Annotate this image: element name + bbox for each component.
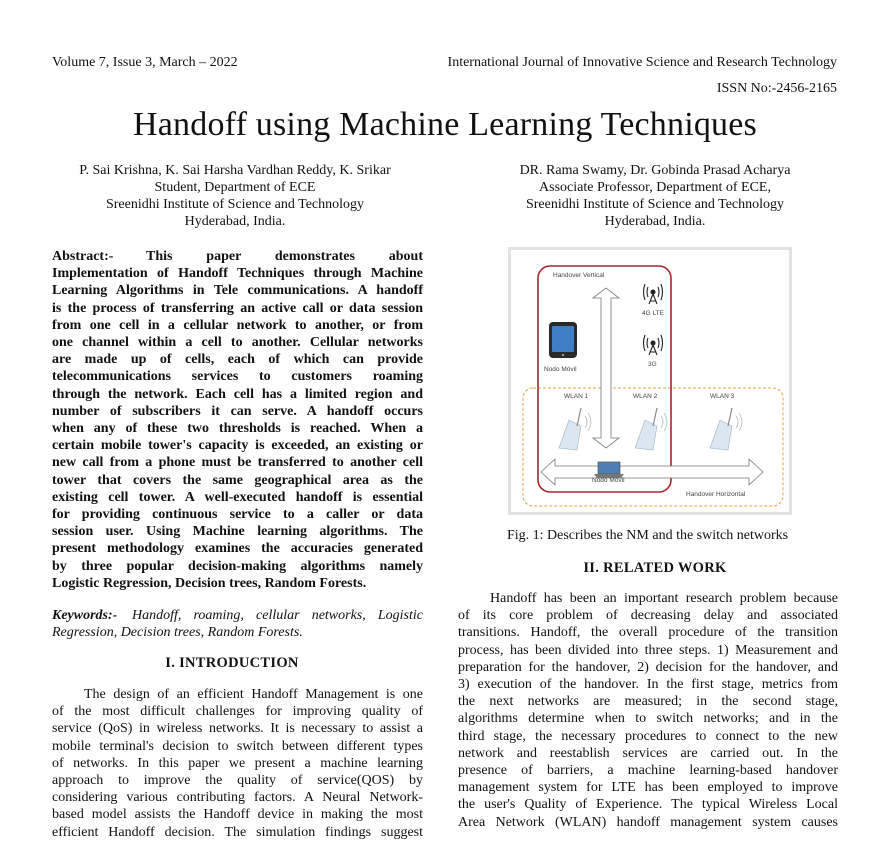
handover-horizontal-label: Handover Horizontal bbox=[686, 491, 746, 498]
related-line: algorithms determine when to switch networks; and in the bbox=[458, 711, 838, 727]
author-institution: Sreenidhi Institute of Science and Technology bbox=[105, 197, 365, 212]
abstract-line: when any of these two thresholds is reached. When a bbox=[52, 421, 423, 437]
intro-line: of networks. In this paper we present a machine learning bbox=[52, 755, 423, 771]
related-line: process, has been divided into three steps. 1) Measurement and bbox=[458, 642, 838, 658]
keywords-label: Keywords:- bbox=[52, 608, 118, 623]
abstract-line: by three popular decision-making algorithms namely bbox=[52, 558, 423, 574]
related-line: 3) execution of the handover. In the first stage, metrics from bbox=[458, 677, 838, 693]
figure-handover-diagram bbox=[508, 247, 792, 515]
nodo-movil-bottom-label: Nodo Móvil bbox=[592, 477, 625, 484]
intro-line: efficient Handoff decision. The simulation findings suggest bbox=[52, 824, 423, 840]
abstract bbox=[52, 248, 423, 592]
paper-title: Handoff using Machine Learning Techniques bbox=[133, 106, 757, 143]
abstract-line: one channel within a cell to another. Cellular networks bbox=[52, 335, 423, 351]
3g-label: 3G bbox=[648, 361, 657, 368]
abstract-line: through the network. Each cell has a limited region and bbox=[52, 386, 423, 402]
abstract-line: for providing continuous service to a caller or data bbox=[52, 507, 423, 523]
router-wlan1-icon bbox=[559, 408, 591, 450]
related-line: preparation for the handover, 2) decision for the handover, and bbox=[458, 659, 838, 675]
abstract-line: is the process of transferring an active call or data session bbox=[52, 300, 423, 316]
wlan1-label: WLAN 1 bbox=[564, 393, 589, 400]
abstract-line: session user. Using Machine learning algorithms. The bbox=[52, 524, 423, 540]
authors-left bbox=[55, 162, 415, 230]
related-line: the next networks are measured; in the second stage, bbox=[458, 694, 838, 710]
abstract-line: certain mobile tower's capacity is exceeded, an existing or bbox=[52, 438, 423, 454]
author-institution: Sreenidhi Institute of Science and Technology bbox=[525, 197, 785, 212]
abstract-line: Logistic Regression, Decision trees, Random Forests. bbox=[52, 575, 367, 591]
authors-right bbox=[475, 162, 835, 230]
related-line: presence of barriers, a machine learning-based handover bbox=[458, 763, 838, 779]
related-line: the user's Quality of Experience. The typical Wireless Local bbox=[458, 797, 838, 813]
horizontal-arrow bbox=[541, 459, 763, 485]
nodo-movil-top-label: Nodo Móvil bbox=[544, 366, 577, 373]
author-location: Hyderabad, India. bbox=[604, 214, 706, 229]
keywords-line: Handoff, roaming, cellular networks, Logistic bbox=[132, 608, 423, 623]
related-line: transitions. Handoff, the overall procedure of the transition bbox=[458, 625, 838, 641]
abstract-line: tower that covers the same geographical area as the bbox=[52, 472, 423, 488]
author-role: Student, Department of ECE bbox=[154, 180, 316, 195]
section-heading-introduction: I. INTRODUCTION bbox=[165, 655, 299, 671]
related-line: of its core problem of decreasing delay and associated bbox=[458, 608, 838, 624]
abstract-line: telecommunications services to customers roaming bbox=[52, 369, 423, 385]
abstract-line: Learning Algorithms in Tele communications. A handoff bbox=[52, 283, 423, 299]
wlan2-label: WLAN 2 bbox=[633, 393, 658, 400]
author-names: DR. Rama Swamy, Dr. Gobinda Prasad Acharya bbox=[519, 163, 791, 178]
abstract-line: existing cell tower. A well-executed handoff is essential bbox=[52, 489, 423, 505]
lte-label: 4G LTE bbox=[642, 310, 664, 317]
related-line: management system for LTE has been employed to improve bbox=[458, 780, 838, 796]
author-role: Associate Professor, Department of ECE, bbox=[539, 180, 771, 195]
antenna-3g-icon bbox=[644, 335, 663, 355]
intro-line: mobile terminal's decision to switch between different types bbox=[52, 738, 423, 754]
abstract-line: Implementation of Handoff Techniques through Machine bbox=[52, 266, 423, 282]
intro-line: service (QoS) in wireless networks. It is necessary to assist a bbox=[52, 721, 423, 737]
figure-caption: Fig. 1: Describes the NM and the switch networks bbox=[506, 528, 789, 543]
abstract-line: present methodology examines the accuracies generated bbox=[52, 541, 423, 557]
antenna-4g-icon bbox=[644, 284, 663, 304]
related-line: network and reestablish services are carried out. In the bbox=[458, 745, 838, 761]
intro-line: considering various contributing factors. A Neural Network- bbox=[52, 790, 423, 806]
related-work-text bbox=[458, 590, 838, 831]
volume-info: Volume 7, Issue 3, March – 2022 bbox=[52, 55, 238, 70]
author-location: Hyderabad, India. bbox=[184, 214, 286, 229]
router-wlan3-icon bbox=[710, 408, 742, 450]
keywords-line: Regression, Decision trees, Random Forests. bbox=[52, 625, 303, 641]
intro-line: of the most difficult challenges for improving quality of bbox=[52, 704, 423, 720]
intro-line: approach to improve the quality of service(QOS) by bbox=[52, 773, 423, 789]
related-line: third stage, the necessary procedures to connect to the new bbox=[458, 728, 838, 744]
mobile-phone-icon bbox=[549, 322, 577, 358]
handover-vertical-label: Handover Vertical bbox=[553, 272, 605, 279]
journal-name: International Journal of Innovative Science and Research Technology bbox=[447, 55, 837, 70]
related-line: Handoff has been an important research problem because bbox=[490, 591, 838, 606]
abstract-line: This paper demonstrates about bbox=[146, 249, 423, 264]
intro-line: The design of an efficient Handoff Management is one bbox=[84, 687, 423, 702]
related-line: Area Network (WLAN) handoff management system causes bbox=[458, 814, 838, 830]
introduction-text bbox=[52, 686, 423, 841]
abstract-label: Abstract:- bbox=[52, 249, 114, 264]
keywords bbox=[52, 607, 423, 641]
abstract-line: from one cell in a cellular network to another, or from bbox=[52, 317, 423, 333]
laptop-icon bbox=[594, 462, 624, 478]
intro-line: based model assists the Handoff device in making the most bbox=[52, 807, 423, 823]
section-heading-related-work: II. RELATED WORK bbox=[583, 560, 727, 576]
vertical-arrow bbox=[593, 288, 619, 448]
author-names: P. Sai Krishna, K. Sai Harsha Vardhan Reddy, K. Srikar bbox=[79, 163, 391, 178]
issn: ISSN No:-2456-2165 bbox=[716, 81, 837, 96]
wlan3-label: WLAN 3 bbox=[710, 393, 735, 400]
abstract-line: number of subscribers it can serve. A handoff occurs bbox=[52, 403, 423, 419]
abstract-line: new call from a phone must be transferred to another cell bbox=[52, 455, 423, 471]
handover-diagram-svg bbox=[511, 250, 789, 512]
abstract-line: are made up of cells, each of which can provide bbox=[52, 352, 423, 368]
router-wlan2-icon bbox=[635, 408, 667, 450]
